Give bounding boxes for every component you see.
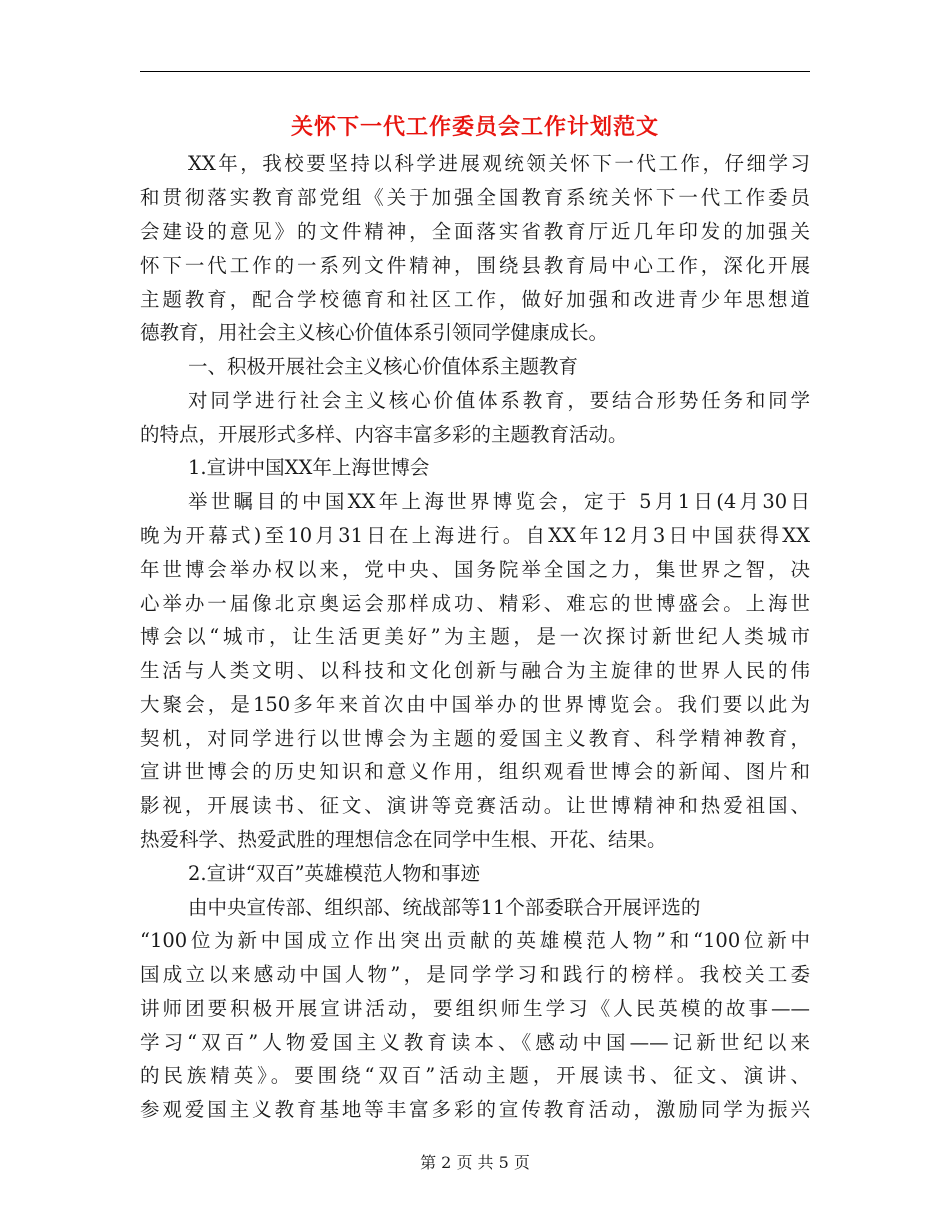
body-line: 大聚会，是150多年来首次由中国举办的世界博览会。我们要以此为 [140, 693, 810, 716]
subsection-heading: 2.宣讲“双百”英雄模范人物和事迹 [188, 862, 481, 885]
body-line: 学习“双百”人物爱国主义教育读本、《感动中国——记新世纪以来 [140, 1031, 810, 1054]
body-line: 影视，开展读书、征文、演讲等竞赛活动。让世博精神和热爱祖国、 [140, 794, 810, 817]
body-line: 生活与人类文明、以科技和文化创新与融合为主旋律的世界人民的伟 [140, 659, 810, 682]
body-line: 对同学进行社会主义核心价值体系教育，要结合形势任务和同学 [188, 389, 810, 412]
body-line: 举世瞩目的中国XX年上海世界博览会，定于 5月1日(4月30日 [188, 490, 810, 513]
body-line: 德教育，用社会主义核心价值体系引领同学健康成长。 [140, 321, 609, 344]
body-line: 的民族精英》。要围绕“双百”活动主题，开展读书、征文、演讲、 [140, 1064, 810, 1087]
body-line: 会建设的意见》的文件精神，全面落实省教育厅近几年印发的加强关 [140, 220, 810, 243]
body-line: 的特点，开展形式多样、内容丰富多彩的主题教育活动。 [140, 423, 628, 446]
body-line: 晚为开幕式)至10月31日在上海进行。自XX年12月3日中国获得XX [140, 524, 810, 547]
section-heading: 一、积极开展社会主义核心价值体系主题教育 [188, 355, 579, 378]
body-line: 由中央宣传部、组织部、统战部等11个部委联合开展评选的 [188, 896, 701, 919]
header-rule [140, 71, 810, 72]
body-line: 和贯彻落实教育部党组《关于加强全国教育系统关怀下一代工作委员 [140, 186, 810, 209]
body-line: 讲师团要积极开展宣讲活动，要组织师生学习《人民英模的故事—— [140, 997, 810, 1020]
body-line: 心举办一届像北京奥运会那样成功、精彩、难忘的世博盛会。上海世 [140, 592, 810, 615]
document-title: 关怀下一代工作委员会工作计划范文 [290, 114, 659, 140]
body-line: 热爱科学、热爱武胜的理想信念在同学中生根、开花、结果。 [140, 828, 667, 851]
body-line: XX年，我校要坚持以科学进展观统领关怀下一代工作，仔细学习 [188, 152, 810, 175]
body-line: 博会以“城市，让生活更美好”为主题，是一次探讨新世纪人类城市 [140, 625, 810, 648]
body-line: “100位为新中国成立作出突出贡献的英雄模范人物”和“100位新中 [140, 929, 810, 952]
subsection-heading: 1.宣讲中国XX年上海世博会 [188, 456, 430, 479]
body-line: 参观爱国主义教育基地等丰富多彩的宣传教育活动，激励同学为振兴 [140, 1098, 810, 1121]
page-number: 第 2 页 共 5 页 [420, 1153, 530, 1172]
body-line: 国成立以来感动中国人物”，是同学学习和践行的榜样。我校关工委 [140, 963, 810, 986]
body-line: 契机，对同学进行以世博会为主题的爱国主义教育、科学精神教育， [140, 727, 810, 750]
body-line: 年世博会举办权以来，党中央、国务院举全国之力，集世界之智，决 [140, 558, 810, 581]
body-line: 怀下一代工作的一系列文件精神，围绕县教育局中心工作，深化开展 [140, 254, 810, 277]
body-line: 宣讲世博会的历史知识和意义作用，组织观看世博会的新闻、图片和 [140, 760, 810, 783]
body-line: 主题教育，配合学校德育和社区工作，做好加强和改进青少年思想道 [140, 288, 810, 311]
